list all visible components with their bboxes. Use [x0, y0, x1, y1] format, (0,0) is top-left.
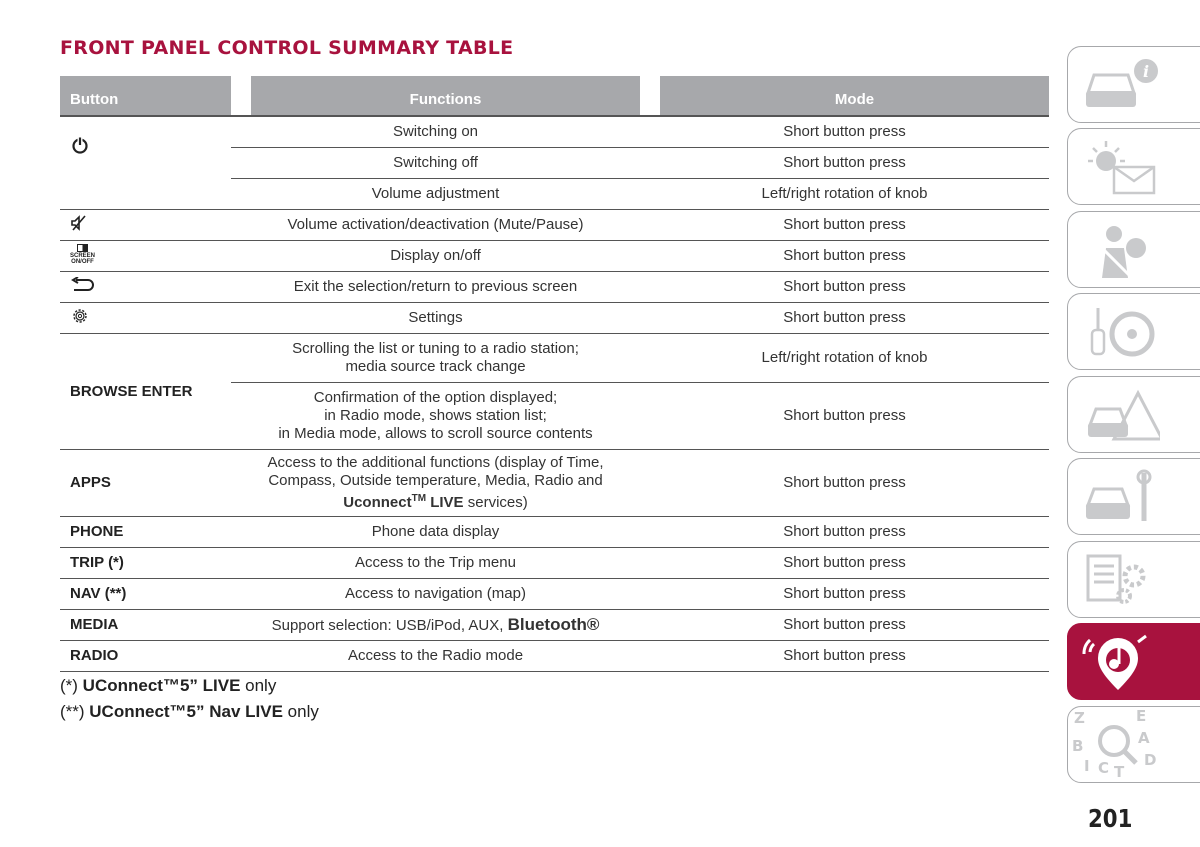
table-row: Exit the selection/return to previous screen Short button press [60, 272, 1049, 303]
table-row: BROWSE ENTER Scrolling the list or tuning to a radio station; media source track change Left/right rotation of knob [60, 334, 1049, 383]
car-info-icon [1080, 53, 1160, 117]
sidebar-tab-multimedia[interactable] [1067, 623, 1200, 700]
page-title: FRONT PANEL CONTROL SUMMARY TABLE [60, 37, 514, 59]
table-row: PHONE Phone data display Short button press [60, 517, 1049, 548]
nav-label: NAV (**) [60, 579, 231, 610]
table-row: Confirmation of the option displayed; in Radio mode, shows station list; in Media mode, allows to scroll source contents Short button press [60, 383, 1049, 450]
mute-icon [70, 214, 88, 232]
svg-text:i: i [1142, 62, 1150, 81]
sidebar-tab-technical-data[interactable] [1067, 541, 1200, 618]
multimedia-icon [1080, 630, 1160, 694]
browse-enter-label: BROWSE ENTER [60, 334, 231, 450]
radio-label: RADIO [60, 641, 231, 672]
table-row: NAV (**) Access to navigation (map) Short button press [60, 579, 1049, 610]
footnote-uconnect-live: (*) UConnect™5” LIVE only [60, 676, 277, 695]
table-row: Switching off Short button press [60, 148, 1049, 179]
back-arrow-icon [70, 277, 96, 293]
settings-gear-icon [70, 306, 90, 326]
sidebar-tab-car-info[interactable] [1067, 46, 1200, 123]
header-functions: Functions [251, 76, 640, 116]
table-row: Volume adjustment Left/right rotation of knob [60, 179, 1049, 210]
phone-label: PHONE [60, 517, 231, 548]
apps-label: APPS [60, 450, 231, 517]
trip-label: TRIP (*) [60, 548, 231, 579]
table-row: Volume activation/deactivation (Mute/Pause) Short button press [60, 210, 1049, 241]
table-row: Switching on Short button press [60, 116, 1049, 148]
table-row: RADIO Access to the Radio mode Short button press [60, 641, 1049, 672]
media-label: MEDIA [60, 610, 231, 641]
screen-onoff-icon: SCREEN ON/OFF [70, 244, 95, 265]
emergency-warning-icon [1080, 383, 1160, 447]
car-maintenance-icon [1080, 465, 1160, 529]
table-row: Settings Short button press [60, 303, 1049, 334]
dashboard-lights-icon [1080, 135, 1160, 199]
control-summary-table [60, 76, 1049, 672]
table-row: MEDIA Support selection: USB/iPod, AUX, Bluetooth® Short button press [60, 610, 1049, 641]
table-row: TRIP (*) Access to the Trip menu Short button press [60, 548, 1049, 579]
technical-data-icon [1080, 548, 1160, 612]
sidebar-tab-safety[interactable] [1067, 211, 1200, 288]
power-button-cell [60, 116, 231, 179]
table-row: SCREEN ON/OFF Display on/off Short button press [60, 241, 1049, 272]
index-letters: Z E B A I C T D [1072, 707, 1157, 781]
table-row: APPS Access to the additional functions (display of Time, Compass, Outside temperature, Media, Radio and Uconnect™ LIVE services) Short button press [60, 450, 1049, 517]
sidebar-tab-dashboard-lights[interactable] [1067, 128, 1200, 205]
sidebar-tab-maintenance[interactable] [1067, 458, 1200, 535]
key-steering-icon [1080, 300, 1160, 364]
header-button: Button [60, 76, 231, 116]
sidebar-tab-emergency[interactable] [1067, 376, 1200, 453]
header-mode: Mode [660, 76, 1049, 116]
power-icon [70, 135, 90, 155]
page-number: 201 [1088, 804, 1133, 833]
table-header-row [60, 76, 1049, 116]
sidebar-tab-index[interactable] [1067, 706, 1200, 783]
safety-airbag-icon [1080, 218, 1160, 282]
sidebar-tab-starting-driving[interactable] [1067, 293, 1200, 370]
footnote-uconnect-nav-live: (**) UConnect™5” Nav LIVE only [60, 702, 319, 721]
